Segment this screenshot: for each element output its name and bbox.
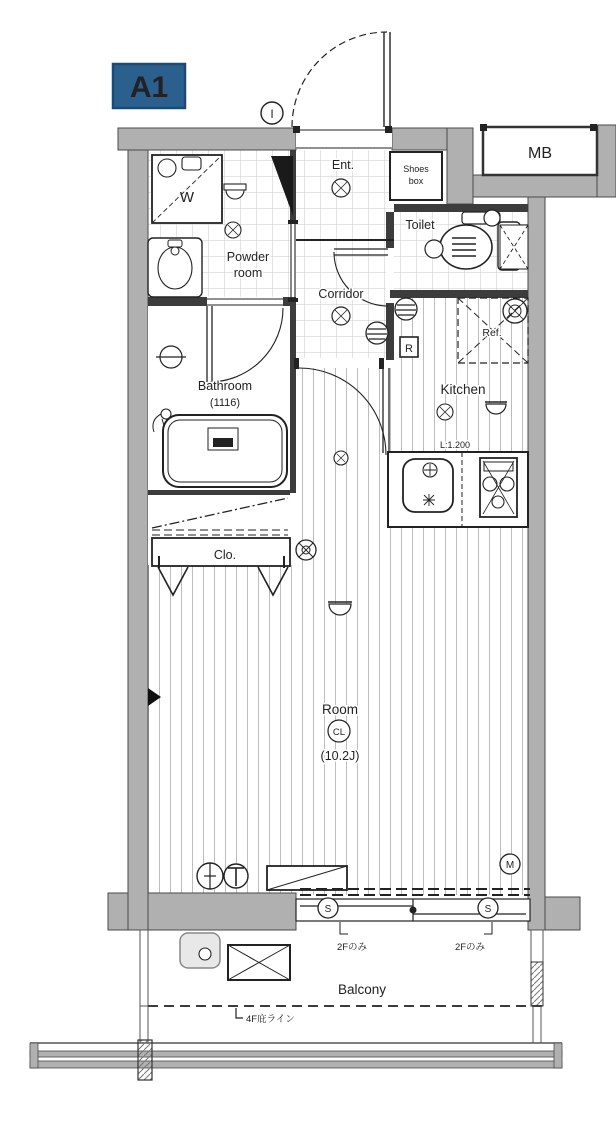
wall-toilet-left-upper — [386, 212, 394, 248]
exhaust-fan-icon — [366, 322, 388, 344]
room-floor-left — [148, 565, 296, 893]
kitchen-scale-note: L:1.200 — [439, 440, 471, 450]
toilet-label: Toilet — [405, 218, 435, 232]
kitchen-label: Kitchen — [440, 382, 486, 397]
wall-toilet-bottom — [390, 290, 528, 298]
downlight-icon — [225, 222, 241, 238]
door-meeting-dot — [410, 907, 417, 914]
shutter-symbol-right — [478, 898, 498, 918]
shutter-left-label: S — [324, 904, 332, 915]
entry-symbol — [261, 102, 283, 124]
wall-right — [528, 197, 545, 930]
meter-symbol — [500, 854, 520, 874]
entrance-label: Ent. — [331, 158, 355, 172]
wall-left-stub — [108, 893, 128, 930]
upper-shelf-symbol — [267, 866, 347, 890]
downlight-icon — [332, 307, 350, 325]
wall-right-of-mb — [597, 125, 616, 197]
bathroom-size-label: (1116) — [209, 397, 241, 409]
wall-toilet-top — [394, 204, 528, 212]
vanity-unit — [148, 238, 202, 297]
downlight-icon — [332, 179, 350, 197]
note-2f-left: 2Fのみ — [336, 942, 368, 953]
fridge-label: Ref. — [482, 327, 502, 339]
wall-under-mb — [473, 175, 597, 197]
note-4f-eaves: 4F庇ライン — [246, 1014, 295, 1025]
powder-room-label-1: Powder — [226, 250, 270, 264]
shoes-box-label-2: box — [408, 176, 424, 186]
room-label: Room — [321, 702, 359, 717]
valve-symbol — [296, 540, 316, 560]
room-floor-right — [296, 368, 528, 895]
shoes-box — [390, 152, 442, 200]
wall-block-entry-right — [447, 128, 473, 204]
mb-label: MB — [528, 145, 552, 162]
unit-badge-label: A1 — [129, 71, 169, 104]
entrance-door — [292, 32, 392, 149]
balcony-post-right — [531, 962, 543, 1006]
unit-badge — [113, 64, 185, 108]
corridor-label: Corridor — [318, 287, 364, 301]
bottom-post-left — [138, 1040, 152, 1080]
entry-symbol-label: I — [270, 107, 274, 121]
downlight-icon — [334, 451, 348, 465]
washer-label: W — [179, 189, 195, 206]
wall-right-stub — [545, 897, 580, 930]
powder-room-label-2: room — [233, 266, 263, 280]
downlight-icon — [437, 404, 453, 420]
wall-bath-closet — [148, 490, 290, 495]
range-label: R — [405, 343, 413, 355]
balcony-sliding-door — [296, 889, 530, 934]
wall-bathroom-right — [290, 358, 296, 493]
ceiling-light-label: CL — [332, 727, 346, 738]
bottom-structure — [30, 1006, 562, 1080]
bathtub — [163, 415, 287, 487]
room-size-label: (10.2J) — [320, 749, 360, 763]
shutter-symbol-left — [318, 898, 338, 918]
balcony-label: Balcony — [337, 982, 387, 997]
tub-control-panel — [213, 438, 233, 447]
kitchen-counter — [388, 452, 528, 527]
closet-label: Clo. — [213, 548, 237, 562]
note-2f-right: 2Fのみ — [454, 942, 486, 953]
ceiling-light-symbol — [328, 720, 350, 742]
gas-stove — [480, 458, 517, 517]
kitchen-sink — [403, 459, 453, 512]
wall-bottom-left-band — [148, 893, 296, 930]
shutter-right-label: S — [484, 904, 492, 915]
mb-box — [480, 124, 597, 175]
meter-symbol-label: M — [505, 860, 515, 871]
shoes-box-label-1: Shoes — [403, 164, 429, 174]
wall-left — [128, 150, 148, 930]
washer-space — [152, 155, 222, 223]
entrance-door-arc — [292, 32, 387, 127]
eaves-leader — [236, 1008, 243, 1018]
balcony-wall-left — [140, 930, 148, 1006]
bathroom-label: Bathroom — [197, 379, 253, 393]
wall-bath-top-left — [148, 297, 207, 306]
wall-top-left — [118, 128, 296, 150]
range-symbol — [400, 337, 418, 357]
bathroom — [148, 299, 290, 490]
vent-icon-left — [395, 298, 417, 320]
wall-powder-right-lower — [290, 300, 296, 358]
